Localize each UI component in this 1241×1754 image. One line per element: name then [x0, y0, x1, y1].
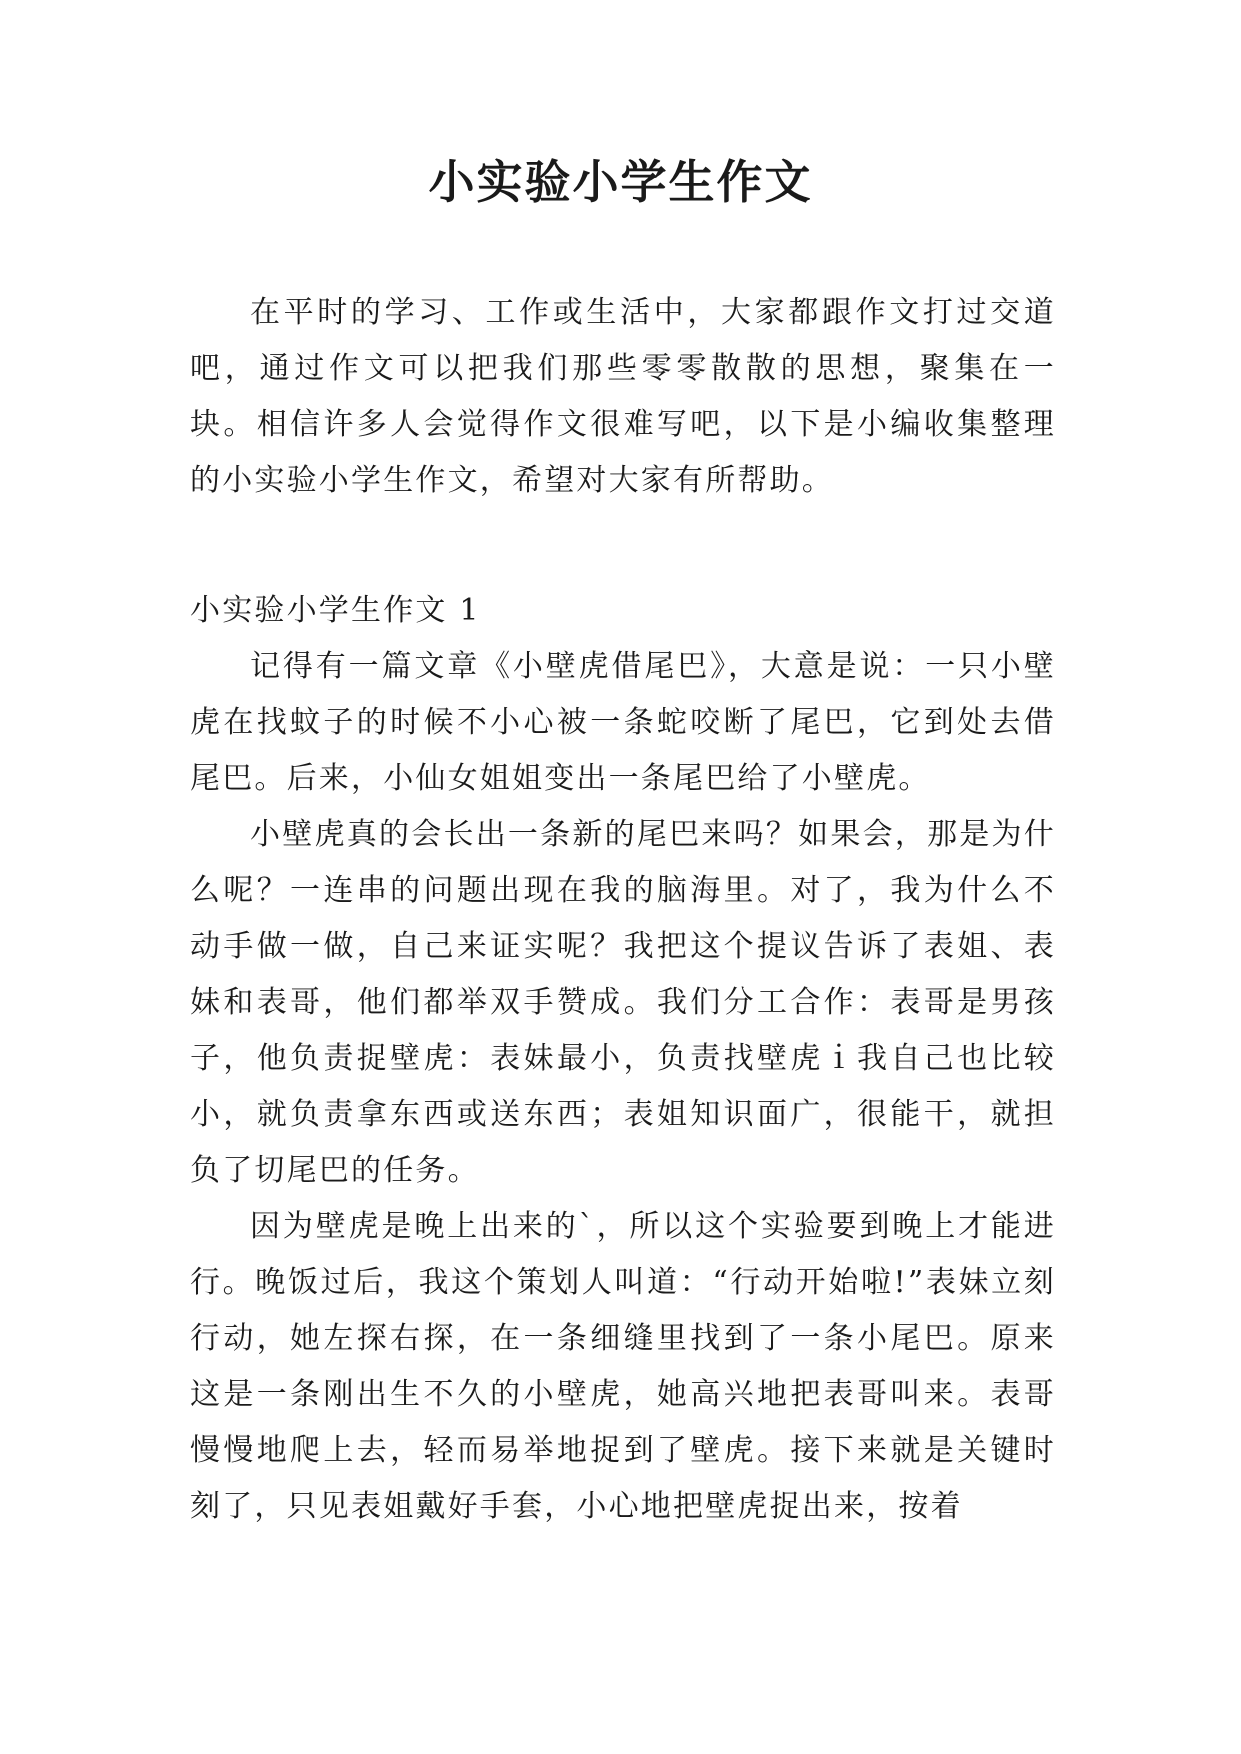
page-title: 小实验小学生作文 [428, 155, 813, 209]
body-paragraph: 记得有一篇文章《小壁虎借尾巴》，大意是说：一只小壁虎在找蚊子的时候不小心被一条蛇咬断了尾巴，它到处去借尾巴。后来，小仙女姐姐变出一条尾巴给了小壁虎。 [190, 649, 1056, 796]
spacer [190, 509, 1056, 583]
body-paragraph: 因为壁虎是晚上出来的`，所以这个实验要到晚上才能进行。晚饭过后，我这个策划人叫道：“行动开始啦!”表妹立刻行动，她左探右探，在一条细缝里找到了一条小尾巴。原来这是一条刚出生不久的小壁虎，她高兴地把表哥叫来。表哥慢慢地爬上去，轻而易举地捉到了壁虎。接下来就是关键时刻了，只见表姐戴好手套，小心地把壁虎捉出来，按着 [190, 1209, 1056, 1524]
body-paragraph: 小壁虎真的会长出一条新的尾巴来吗？如果会，那是为什么呢？一连串的问题出现在我的脑海里。对了，我为什么不动手做一做，自己来证实呢？我把这个提议告诉了表姐、表妹和表哥，他们都举双手赞成。我们分工合作：表哥是男孩子，他负责捉壁虎：表妹最小，负责找壁虎ｉ我自己也比较小，就负责拿东西或送东西；表姐知识面广，很能干，就担负了切尾巴的任务。 [190, 817, 1056, 1188]
section-heading: 小实验小学生作文 1 [190, 593, 481, 628]
intro-paragraph: 在平时的学习、工作或生活中，大家都跟作文打过交道吧，通过作文可以把我们那些零零散散的思想，聚集在一块。相信许多人会觉得作文很难写吧，以下是小编收集整理的小实验小学生作文，希望对大家有所帮助。 [190, 295, 1056, 498]
document-body [190, 285, 1056, 1535]
